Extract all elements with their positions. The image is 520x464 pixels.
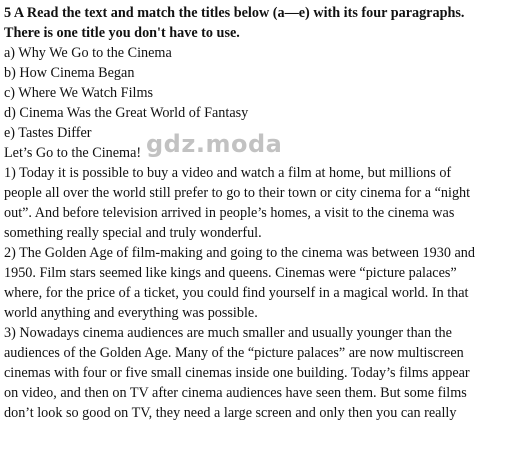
- task-instruction-line-1: 5 A Read the text and match the titles below (a—e) with its four paragraphs.: [4, 5, 465, 21]
- task-instruction-line-2: There is one title you don't have to use.: [4, 25, 240, 41]
- paragraph-line: out”. And before television arrived in people’s homes, a visit to the cinema was: [4, 205, 455, 221]
- paragraph-line: audiences of the Golden Age. Many of the “picture palaces” are now multiscreen: [4, 345, 464, 361]
- text-title: Let’s Go to the Cinema!: [4, 145, 142, 161]
- title-option-d: d) Cinema Was the Great World of Fantasy: [4, 105, 249, 121]
- title-option-a: a) Why We Go to the Cinema: [4, 45, 172, 61]
- paragraph-line: 2) The Golden Age of film-making and going to the cinema was between 1930 and: [4, 245, 475, 261]
- paragraph-line: people all over the world still prefer to go to their town or city cinema for a “night: [4, 185, 471, 201]
- textbook-page: [4, 3, 516, 423]
- paragraph-line: world anything and everything was possible.: [4, 305, 258, 321]
- title-option-b: b) How Cinema Began: [4, 65, 135, 81]
- title-option-e: e) Tastes Differ: [4, 125, 92, 141]
- paragraph-1: [4, 163, 516, 243]
- paragraph-line: something really special and truly wonderful.: [4, 225, 262, 241]
- title-option-c: c) Where We Watch Films: [4, 85, 154, 101]
- paragraph-line: don’t look so good on TV, they need a large screen and only then you can really: [4, 405, 457, 421]
- paragraph-line: 1) Today it is possible to buy a video and watch a film at home, but millions of: [4, 165, 452, 181]
- paragraph-3: [4, 323, 516, 423]
- paragraph-line: on video, and then on TV after cinema audiences have seen them. But some films: [4, 385, 467, 401]
- paragraph-line: cinemas with four or five small cinemas inside one building. Today’s films appear: [4, 365, 470, 381]
- watermark-logo: gdz.moda: [146, 130, 283, 158]
- paragraph-line: 1950. Film stars seemed like kings and queens. Cinemas were “picture palaces”: [4, 265, 457, 281]
- paragraph-2: [4, 243, 516, 323]
- paragraph-line: where, for the price of a ticket, you could find yourself in a magical world. In that: [4, 285, 469, 301]
- paragraph-line: 3) Nowadays cinema audiences are much smaller and usually younger than the: [4, 325, 452, 341]
